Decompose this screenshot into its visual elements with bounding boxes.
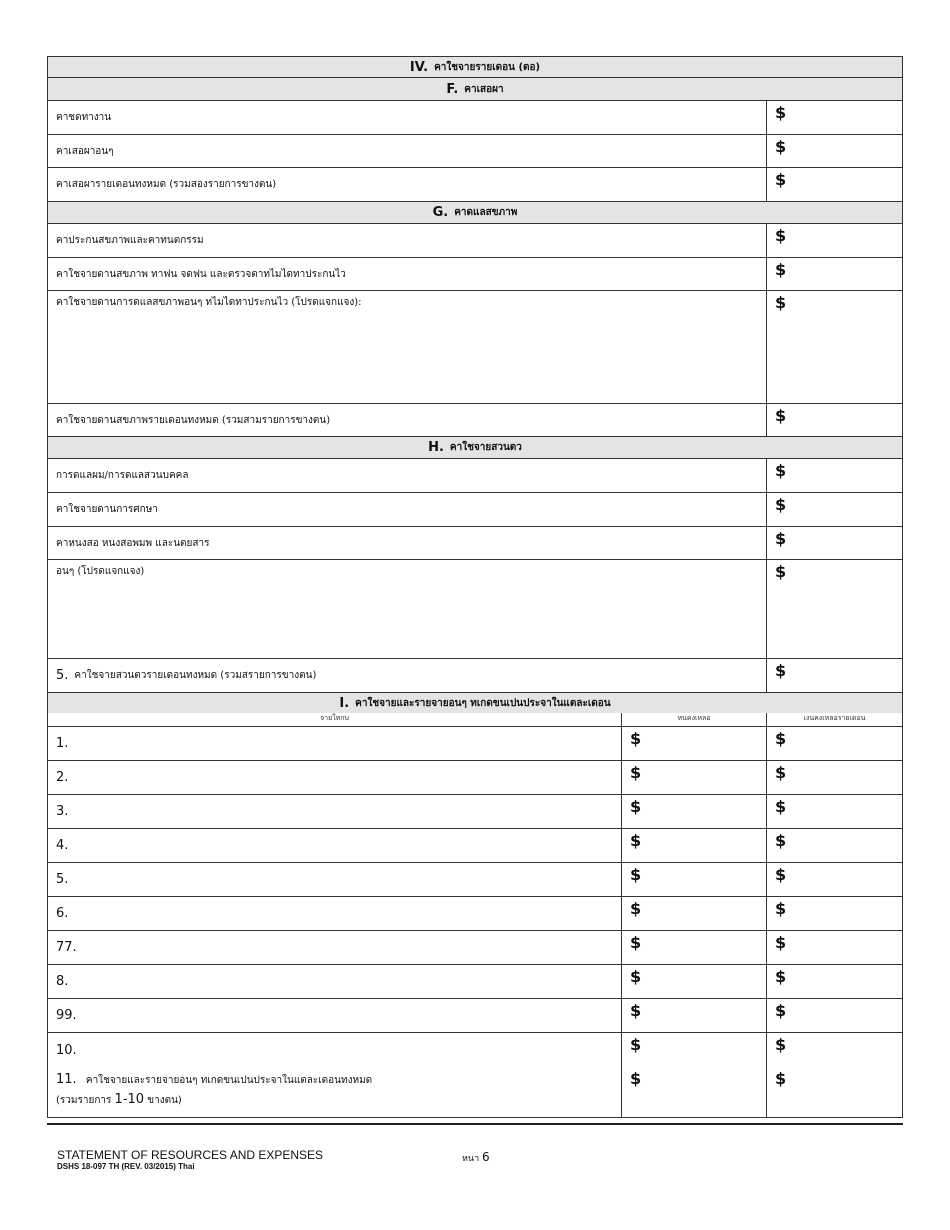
row-label: คาใชจายดานสขภาพรายเดอนทงหมด (รวมสามรายการขางตน) — [56, 414, 331, 426]
section-i-title: คาใชจายและรายจายอนๆ ทเกดขนเปนประจาในแตละเดอน — [355, 697, 611, 709]
row-number: 5. — [56, 668, 69, 683]
table-row-total — [48, 1067, 902, 1117]
row-label: คาเสอผารายเดอนทงหมด (รวมสองรายการขางตน) — [56, 179, 277, 190]
row-label[interactable]: 3. — [56, 804, 69, 819]
table-row — [48, 224, 902, 258]
table-row — [48, 897, 902, 931]
monthly-amount-field[interactable]: $ — [766, 761, 902, 794]
monthly-amount-field[interactable]: $ — [766, 863, 902, 896]
row-label[interactable]: 77. — [56, 940, 77, 955]
section-f-header — [48, 78, 902, 101]
table-row — [48, 135, 902, 168]
monthly-amount-field[interactable]: $ — [766, 1067, 902, 1117]
row-label[interactable]: 2. — [56, 770, 69, 785]
table-row — [48, 404, 902, 437]
amount-field[interactable]: $ — [766, 101, 902, 134]
row-label: คาหนงสอ หนงสอพมพ และนตยสาร — [56, 537, 210, 549]
monthly-amount-field[interactable]: $ — [766, 965, 902, 998]
amount-field[interactable]: $ — [766, 224, 902, 257]
monthly-amount-field[interactable]: $ — [766, 795, 902, 828]
balance-amount-field[interactable]: $ — [621, 965, 766, 998]
row-text: คาใชจายและรายจายอนๆ ทเกดขนเปนประจาในแตละเดอนทงหมด — [85, 1075, 373, 1086]
section-iv-header — [48, 57, 902, 78]
section-i-number: I. — [339, 695, 350, 711]
row-label: คาเสอผาอนๆ — [56, 145, 114, 157]
section-f-title: คาเสอผา — [464, 83, 504, 95]
footer-title: STATEMENT OF RESOURCES AND EXPENSES — [57, 1148, 324, 1162]
balance-amount-field[interactable]: $ — [621, 727, 766, 760]
row-label[interactable]: 99. — [56, 1008, 77, 1023]
amount-field[interactable]: $ — [766, 168, 902, 201]
column-header-paid-to: จายใหกบ — [320, 714, 349, 722]
section-h-number: H. — [428, 440, 444, 455]
table-row — [48, 101, 902, 135]
section-iv-number: IV. — [409, 59, 429, 75]
amount-field[interactable]: $ — [766, 459, 902, 492]
amount-field[interactable]: $ — [766, 404, 902, 436]
page-number — [462, 1150, 490, 1165]
section-f-number: F. — [446, 81, 459, 97]
table-row — [48, 829, 902, 863]
table-row — [48, 258, 902, 291]
table-row — [48, 168, 902, 202]
monthly-amount-field[interactable]: $ — [766, 727, 902, 760]
table-row — [48, 459, 902, 493]
table-row — [48, 999, 902, 1033]
row-number: 11. — [56, 1072, 77, 1087]
section-i-header — [48, 693, 902, 713]
row-label — [48, 1067, 621, 1117]
row-label[interactable]: 5. — [56, 872, 69, 887]
table-row — [48, 493, 902, 527]
monthly-amount-field[interactable]: $ — [766, 897, 902, 930]
row-label: คาชดทางาน — [56, 112, 112, 123]
page-label: หนา — [462, 1154, 480, 1164]
table-row — [48, 560, 902, 659]
expense-form — [47, 56, 903, 1118]
page-number-value: 6 — [482, 1150, 490, 1164]
amount-field[interactable]: $ — [766, 291, 902, 403]
column-header-balance: หนคงเหลอ — [621, 713, 766, 726]
balance-amount-field[interactable]: $ — [621, 761, 766, 794]
section-i-rows — [48, 727, 902, 1067]
balance-amount-field[interactable]: $ — [621, 931, 766, 964]
amount-field[interactable]: $ — [766, 659, 902, 692]
monthly-amount-field[interactable]: $ — [766, 1033, 902, 1067]
row-label[interactable]: 10. — [56, 1042, 77, 1058]
table-row — [48, 727, 902, 761]
row-label[interactable]: 6. — [56, 906, 69, 921]
row-subtext: (รวมรายการ — [56, 1095, 115, 1106]
row-subtext-end: ขางตน) — [144, 1095, 182, 1106]
row-label: คาใชจายดานการศกษา — [56, 504, 158, 515]
row-label: การดแลผม/การดแลสวนบคคล — [56, 470, 189, 481]
row-label[interactable]: 4. — [56, 838, 69, 853]
row-label: คาประกนสขภาพและคาทนตกรรม — [56, 235, 204, 246]
section-h-title: คาใชจายสวนตว — [449, 442, 522, 453]
balance-amount-field[interactable]: $ — [621, 897, 766, 930]
footer-divider — [47, 1123, 903, 1125]
balance-amount-field[interactable]: $ — [621, 795, 766, 828]
section-h-header — [48, 437, 902, 459]
balance-amount-field[interactable]: $ — [621, 1067, 766, 1117]
amount-field[interactable]: $ — [766, 560, 902, 658]
amount-field[interactable]: $ — [766, 258, 902, 290]
row-label-line2 — [56, 1092, 182, 1108]
table-row — [48, 291, 902, 404]
amount-field[interactable]: $ — [766, 527, 902, 559]
row-label-line1 — [56, 1072, 372, 1088]
footer-form-number: DSHS 18-097 TH (REV. 03/2015) Thai — [57, 1162, 195, 1171]
section-i-column-headers — [48, 713, 902, 727]
monthly-amount-field[interactable]: $ — [766, 999, 902, 1032]
table-row — [48, 931, 902, 965]
table-row — [48, 965, 902, 999]
table-row — [48, 761, 902, 795]
balance-amount-field[interactable]: $ — [621, 999, 766, 1032]
row-text: คาใชจายสวนตวรายเดอนทงหมด (รวมสรายการขางตน) — [74, 670, 317, 681]
column-header-monthly: เงนคงเหลอรายเดอน — [766, 713, 902, 726]
amount-field[interactable]: $ — [766, 493, 902, 526]
row-label: คาใชจายดานการดแลสขภาพอนๆ ทไมไดทาประกนไว (โปรดแจกแจง): — [56, 297, 362, 308]
row-subtext-range: 1-10 — [114, 1092, 145, 1107]
section-g-title: คาดแลสขภาพ — [454, 207, 518, 218]
section-iv-title: คาใชจายรายเดอน (ตอ) — [434, 61, 541, 73]
table-row — [48, 659, 902, 693]
balance-amount-field[interactable]: $ — [621, 863, 766, 896]
row-label: อนๆ (โปรดแจกแจง) — [56, 566, 145, 577]
table-row — [48, 1033, 902, 1067]
table-row — [48, 527, 902, 560]
monthly-amount-field[interactable]: $ — [766, 829, 902, 862]
table-row — [48, 863, 902, 897]
monthly-amount-field[interactable]: $ — [766, 931, 902, 964]
amount-field[interactable]: $ — [766, 135, 902, 167]
balance-amount-field[interactable]: $ — [621, 1033, 766, 1067]
section-g-header — [48, 202, 902, 224]
row-label[interactable]: 1. — [56, 736, 69, 751]
section-g-number: G. — [432, 205, 449, 220]
row-label: คาใชจายดานสขภาพ ทาฟน จดฟน และตรวจตาทไมไดทาประกนไว — [56, 268, 346, 280]
balance-amount-field[interactable]: $ — [621, 829, 766, 862]
table-row — [48, 795, 902, 829]
row-label[interactable]: 8. — [56, 974, 69, 989]
row-label — [48, 659, 766, 692]
